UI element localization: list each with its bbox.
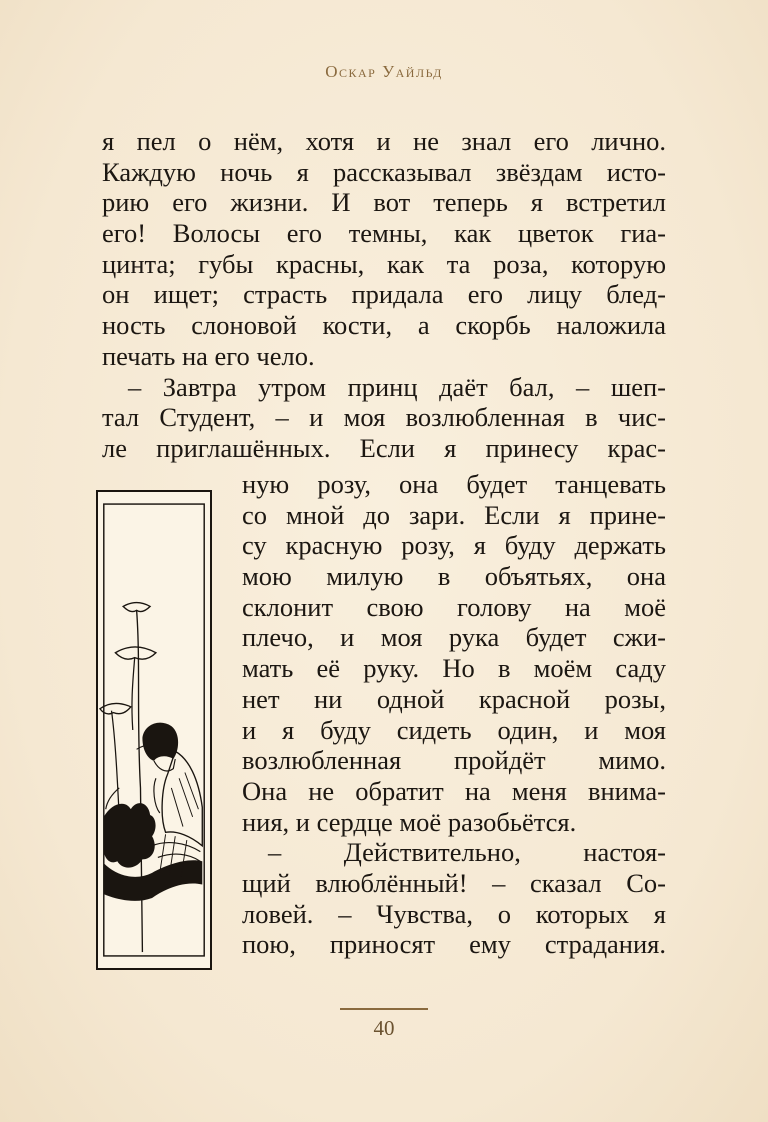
text-line: и я буду сидеть один, и моя — [242, 714, 666, 745]
illustration-drawing — [98, 492, 210, 968]
text-line: – Действительно, настоя- — [268, 837, 666, 868]
text-line: плечо, и моя рука будет сжи- — [242, 622, 666, 653]
text-line: печать на его чело. — [102, 340, 315, 371]
body-text-top — [102, 126, 666, 464]
text-line: его! Волосы его темны, как цветок гиа- — [102, 218, 666, 249]
text-line: склонит свою голову на моё — [242, 591, 666, 622]
text-line: цинта; губы красны, как та роза, которую — [102, 248, 666, 279]
text-line: ность слоновой кости, а скорбь наложила — [102, 310, 666, 341]
text-line: Она не обратит на меня внима- — [242, 775, 666, 806]
text-line: рию его жизни. И вот теперь я встретил — [102, 187, 666, 218]
running-head: Оскар Уайльд — [325, 62, 443, 81]
text-line: ния, и сердце моё разобьётся. — [242, 806, 577, 837]
text-line: щий влюблённый! – сказал Со- — [242, 867, 666, 898]
text-line: – Завтра утром принц даёт бал, – шеп- — [128, 371, 666, 402]
text-line: возлюбленная пройдёт мимо. — [242, 745, 666, 776]
text-line: я пел о нём, хотя и не знал его лично. — [102, 126, 666, 156]
text-line: мою милую в объятьях, она — [242, 561, 666, 592]
footer-rule — [340, 1008, 428, 1010]
text-line: су красную розу, я буду держать — [242, 530, 666, 561]
text-line: ловей. – Чувства, о которых я — [242, 898, 666, 929]
flower-and-student-illustration — [96, 490, 212, 970]
text-line: мать её руку. Но в моём саду — [242, 653, 666, 684]
text-line: ле приглашённых. Если я принесу крас- — [102, 432, 666, 463]
text-line: нет ни одной красной розы, — [242, 683, 666, 714]
text-line: пою, приносят ему страдания. — [242, 929, 666, 960]
text-line: тал Студент, – и моя возлюбленная в чис- — [102, 402, 666, 433]
text-line: ную розу, она будет танцевать — [242, 469, 666, 499]
body-text-side — [242, 469, 666, 960]
text-line: он ищет; страсть придала его лицу блед- — [102, 279, 666, 310]
text-line: Каждую ночь я рассказывал звёздам исто- — [102, 156, 666, 187]
text-line: со мной до зари. Если я прине- — [242, 499, 666, 530]
page-number: 40 — [373, 1016, 395, 1040]
